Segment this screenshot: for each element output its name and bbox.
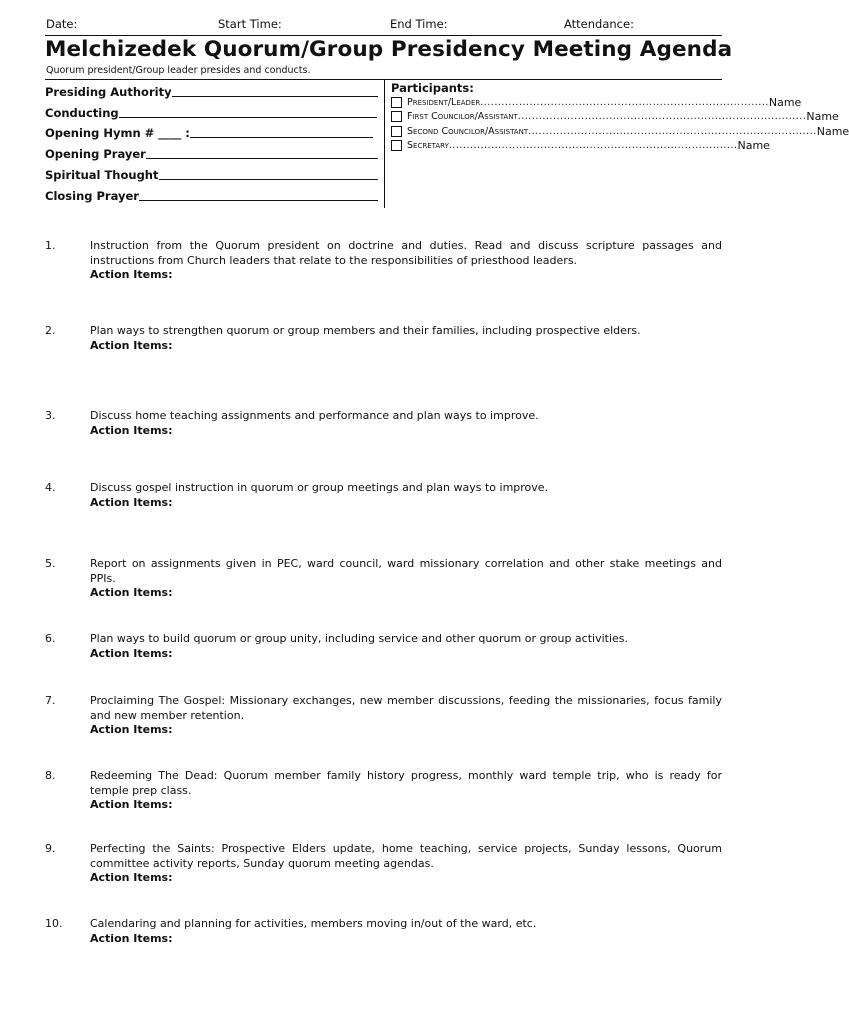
header-divider [45,35,722,36]
action-items-label: Action Items: [90,723,173,736]
participants-panel [391,81,849,153]
item-text: Perfecting the Saints: Prospective Elders update, home teaching, service projects, Sunday lessons, Quorum committee activity reports, Sunday quorum meeting agendas. [90,842,722,870]
checkbox[interactable] [391,111,402,122]
action-items-label: Action Items: [90,495,173,509]
item-text: Calendaring and planning for activities, members moving in/out of the ward, etc. [90,917,537,930]
checkbox[interactable] [391,140,402,151]
agenda-item [45,557,722,601]
field-line[interactable] [159,179,379,180]
item-text: Discuss gospel instruction in quorum or group meetings and plan ways to improve. [90,481,549,494]
action-items-label: Action Items: [90,586,173,599]
item-number: 1. [45,239,56,252]
participant-name: Name [816,124,849,138]
agenda-item [45,324,722,353]
leader-dots: .................................................................................. [517,111,807,123]
participant-row-president [391,95,802,110]
item-text: Discuss home teaching assignments and performance and plan ways to improve. [90,409,539,422]
agenda-item [45,632,722,661]
field-label: Opening Hymn # ____ : [45,126,190,140]
item-text: Redeeming The Dead: Quorum member family history progress, monthly ward temple trip, who is ready for temple prep class. [90,769,722,797]
leader-dots: .................................................................................. [448,140,738,152]
action-items-label: Action Items: [90,338,173,352]
conducting-field[interactable] [45,106,378,120]
item-number: 7. [45,694,56,707]
item-number: 6. [45,632,56,645]
item-number: 5. [45,557,56,570]
agenda-item [45,239,722,283]
participant-row-secretary [391,139,770,154]
date-label: Date: [46,17,78,31]
field-label: Closing Prayer [45,189,139,203]
action-items-label: Action Items: [90,646,173,660]
item-text: Plan ways to build quorum or group unity, including service and other quorum or group activities. [90,632,629,645]
field-label: Presiding Authority [45,85,172,99]
item-number: 10. [45,917,63,930]
leader-dots: .................................................................................. [480,96,769,108]
action-items-label: Action Items: [90,423,173,437]
presiding-authority-field[interactable] [45,85,378,99]
item-text: Plan ways to strengthen quorum or group members and their families, including prospective elders. [90,324,641,337]
checkbox[interactable] [391,126,402,137]
item-text: Instruction from the Quorum president on doctrine and duties. Read and discuss scripture passages and instructions from Church leaders that relate to the responsibilities of priesthood leaders. [90,239,722,267]
participants-title: Participants: [391,81,474,95]
item-text: Proclaiming The Gospel: Missionary exchanges, new member discussions, feeding the missionaries, focus family and new member retention. [90,694,722,722]
participant-name: Name [737,139,770,153]
field-line[interactable] [190,137,373,138]
field-label: Opening Prayer [45,147,146,161]
spiritual-thought-field[interactable] [45,168,378,182]
participant-name: Name [768,95,802,109]
closing-prayer-field[interactable] [45,189,378,203]
action-items-label: Action Items: [90,931,173,945]
item-number: 2. [45,324,56,337]
field-label: Conducting [45,106,119,120]
participant-row-second-councilor [391,124,849,139]
item-number: 4. [45,481,56,494]
agenda-item [45,769,722,813]
item-text: Report on assignments given in PEC, ward council, ward missionary correlation and other stake meetings and PPIs. [90,557,722,585]
attendance-label: Attendance: [564,17,634,31]
participant-role: First Councilor/Assistant [407,111,518,123]
field-line[interactable] [172,96,378,97]
agenda-item [45,917,722,946]
action-items-label: Action Items: [90,268,173,281]
agenda-item [45,694,722,738]
participant-role: President/Leader [407,96,481,108]
participant-name: Name [806,110,839,124]
action-items-label: Action Items: [90,871,173,884]
opening-hymn-field[interactable] [45,126,378,140]
column-divider [384,80,385,208]
participant-row-first-councilor [391,110,839,125]
start-time-label: Start Time: [218,17,282,31]
field-line[interactable] [139,200,378,201]
checkbox[interactable] [391,97,402,108]
field-line[interactable] [146,158,378,159]
field-label: Spiritual Thought [45,168,159,182]
agenda-item [45,409,722,438]
header-row [45,17,722,35]
agenda-item [45,481,722,510]
item-number: 9. [45,842,56,855]
opening-prayer-field[interactable] [45,147,378,161]
participant-role: Second Councilor/Assistant [407,125,529,137]
item-number: 8. [45,769,56,782]
page-subtitle: Quorum president/Group leader presides and conducts. [46,65,311,76]
agenda-item [45,842,722,886]
leader-dots: .................................................................................. [528,125,817,137]
page-title: Melchizedek Quorum/Group Presidency Meeting Agenda [45,37,733,62]
field-line[interactable] [119,117,377,118]
action-items-label: Action Items: [90,798,173,811]
end-time-label: End Time: [390,17,448,31]
item-number: 3. [45,409,56,422]
participant-role: Secretary [407,140,449,152]
